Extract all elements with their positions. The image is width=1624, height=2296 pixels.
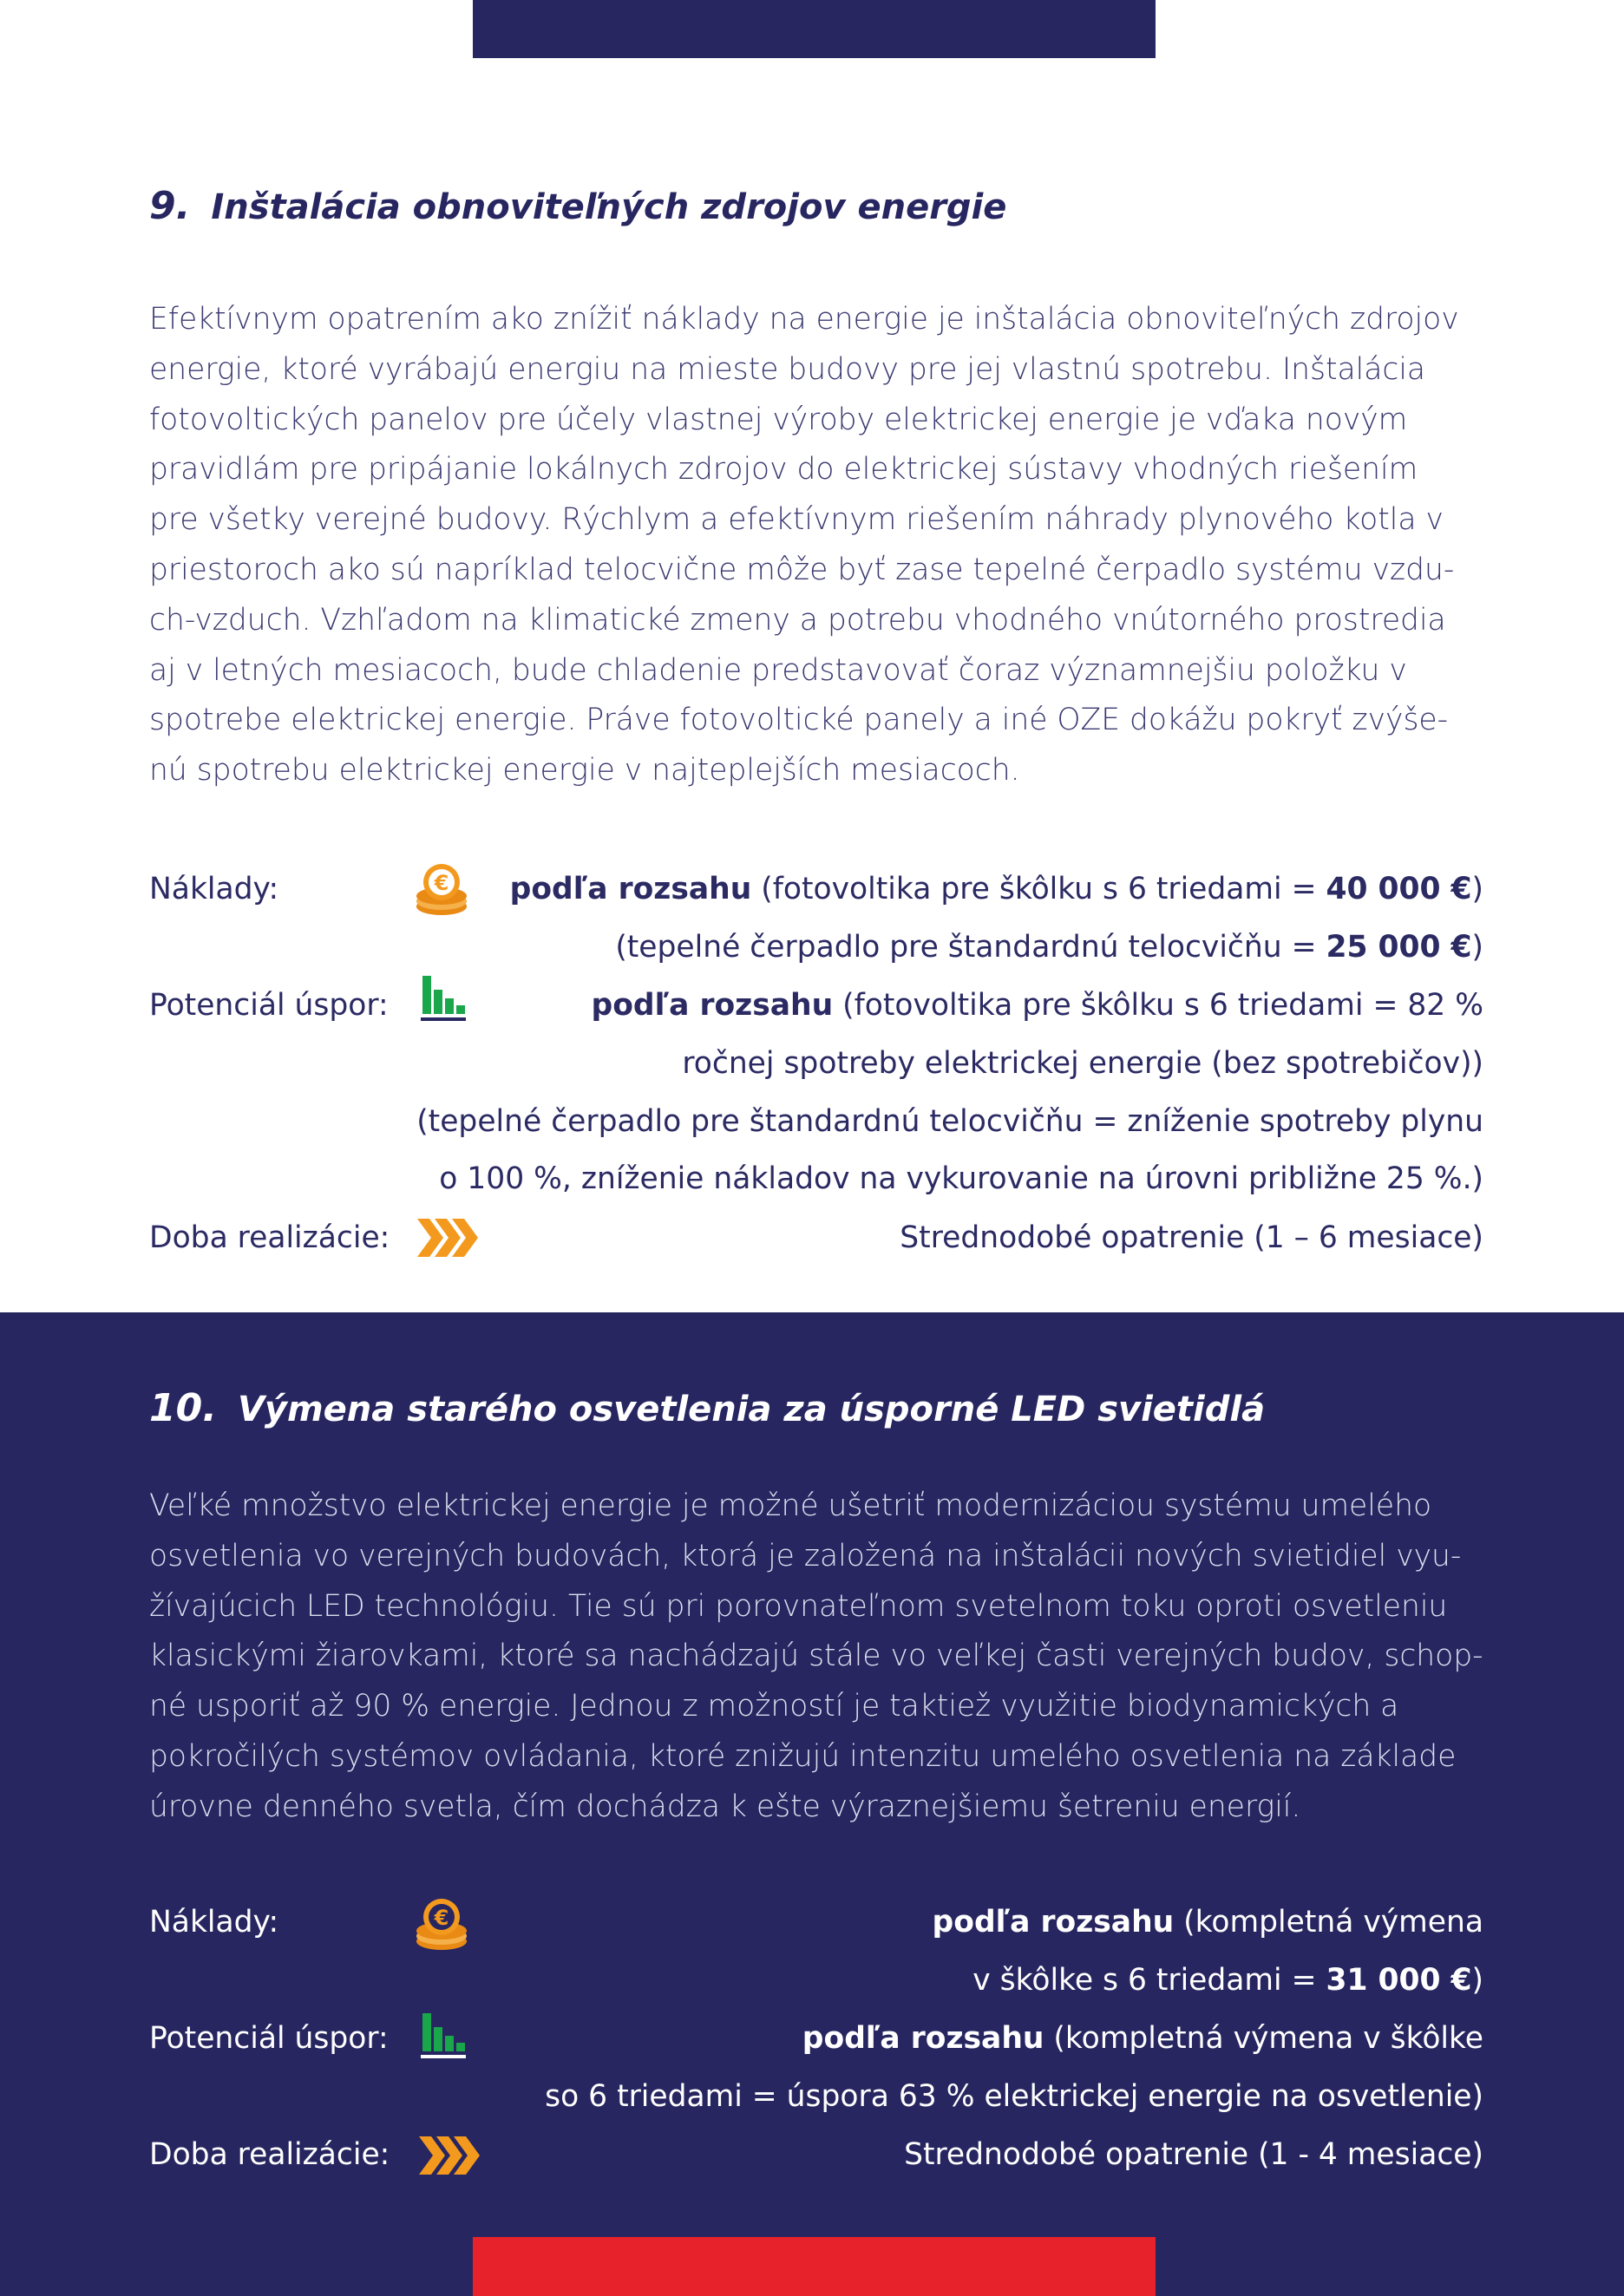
section-10-number: 10. — [149, 1386, 217, 1430]
savings-row — [149, 2011, 1483, 2066]
paragraph-line: pre všetky verejné budovy. Rýchlym a efektívnym riešením náhrady plynového kotla v — [149, 502, 1444, 538]
euro-coins-icon — [415, 1898, 468, 1952]
time-row — [149, 2127, 1483, 2182]
savings-row-4: o 100 %, zníženie nákladov na vykurovanie na úrovni približne 25 %.) — [439, 1161, 1483, 1196]
savings-value: podľa rozsahu (fotovoltika pre škôlku s 6 triedami = 82 % — [591, 988, 1483, 1023]
paragraph-line: úrovne denného svetla, čím dochádza k ešte výraznejšiemu šetreniu energií. — [149, 1789, 1301, 1824]
costs-row — [149, 1894, 1483, 1950]
savings-scope: podľa rozsahu — [802, 2021, 1044, 2056]
time-row — [149, 1210, 1483, 1266]
fast-forward-chevrons-icon — [419, 2134, 480, 2177]
time-value: Strednodobé opatrenie (1 - 4 mesiace) — [904, 2137, 1483, 2172]
section-9-heading — [149, 184, 1006, 228]
time-label: Doba realizácie: — [149, 2137, 390, 2172]
section-9-number: 9. — [149, 184, 191, 228]
costs-value: podľa rozsahu (fotovoltika pre škôlku s 6 triedami = 40 000 €) — [509, 872, 1483, 906]
savings-scope: podľa rozsahu — [591, 988, 834, 1023]
paragraph-line: pokročilých systémov ovládania, ktoré znižujú intenzitu umelého osvetlenia na základe — [149, 1738, 1457, 1774]
savings-row-2: ročnej spotreby elektrickej energie (bez spotrebičov)) — [682, 1046, 1483, 1081]
costs-label: Náklady: — [149, 872, 279, 906]
savings-value: podľa rozsahu (kompletná výmena v škôlke — [802, 2021, 1483, 2056]
time-value: Strednodobé opatrenie (1 – 6 mesiace) — [900, 1220, 1483, 1255]
costs-scope: podľa rozsahu — [509, 872, 752, 906]
savings-label: Potenciál úspor: — [149, 988, 389, 1023]
euro-coins-icon — [415, 863, 468, 917]
costs-label: Náklady: — [149, 1905, 279, 1939]
savings-row — [149, 978, 1483, 1033]
paragraph-line: klasickými žiarovkami, ktoré sa nachádzajú stále vo veľkej časti verejných budov, schop- — [149, 1639, 1483, 1674]
paragraph-line: pravidlám pre pripájanie lokálnych zdrojov do elektrickej sústavy vhodných riešením — [149, 452, 1418, 487]
costs-scope: podľa rozsahu — [932, 1905, 1175, 1939]
paragraph-line: ch-vzduch. Vzhľadom na klimatické zmeny a potrebu vhodného vnútorného prostredia — [149, 602, 1446, 638]
paragraph-line: Veľké množstvo elektrickej energie je možné ušetriť modernizáciou systému umelého — [149, 1488, 1432, 1523]
paragraph-line: osvetlenia vo verejných budovách, ktorá je založená na inštalácii nových svietidiel vyu- — [149, 1538, 1462, 1573]
paragraph-line: energie, ktoré vyrábajú energiu na mieste budovy pre jej vlastnú spotrebu. Inštalácia — [149, 351, 1426, 387]
costs-amount-2: 25 000 € — [1326, 930, 1472, 965]
section-9-paragraph — [149, 295, 1483, 796]
section-10-paragraph — [149, 1482, 1483, 1833]
costs-row-2 — [149, 1953, 1483, 2008]
paragraph-line: Efektívnym opatrením ako znížiť náklady na energie je inštalácia obnoviteľných zdrojov — [149, 302, 1459, 337]
costs-amount: 40 000 € — [1326, 872, 1472, 906]
section-9-title: Inštalácia obnoviteľných zdrojov energie — [211, 187, 1007, 227]
svg-text:€: € — [434, 1906, 449, 1930]
savings-row-3: (tepelné čerpadlo pre štandardnú telocvičňu = zníženie spotreby plynu — [416, 1104, 1483, 1139]
paragraph-line: spotrebe elektrickej energie. Práve fotovoltické panely a iné OZE dokážu pokryť zvýše- — [149, 703, 1449, 738]
costs-value-2: v škôlke s 6 triedami = 31 000 €) — [972, 1963, 1483, 1998]
time-label: Doba realizácie: — [149, 1220, 390, 1255]
costs-value: podľa rozsahu (kompletná výmena — [932, 1905, 1483, 1939]
section-10-title: Výmena starého osvetlenia za úsporné LED svietidlá — [237, 1390, 1266, 1429]
costs-value-2: (tepelné čerpadlo pre štandardnú telocvičňu = 25 000 €) — [615, 930, 1483, 965]
paragraph-line: né usporiť až 90 % energie. Jednou z možností je taktiež využitie biodynamických a — [149, 1689, 1399, 1724]
section-10 — [0, 1312, 1624, 2296]
fast-forward-chevrons-icon — [417, 1216, 478, 1259]
paragraph-line: priestoroch ako sú napríklad telocvične môže byť zase tepelné čerpadlo systému vzdu- — [149, 552, 1455, 587]
costs-row-2 — [149, 919, 1483, 975]
costs-row — [149, 861, 1483, 917]
bar-chart-icon — [419, 2011, 468, 2060]
svg-text:€: € — [434, 871, 449, 895]
paragraph-line: žívajúcich LED technológiu. Tie sú pri porovnateľnom svetelnom toku oproti osvetleniu — [149, 1588, 1448, 1624]
paragraph-line: aj v letných mesiacoch, bude chladenie predstavovať čoraz významnejšiu položku v — [149, 652, 1407, 688]
bottom-decorative-bar — [473, 2237, 1156, 2296]
costs-amount: 31 000 € — [1326, 1963, 1472, 1998]
paragraph-line: fotovoltických panelov pre účely vlastnej výroby elektrickej energie je vďaka novým — [149, 402, 1408, 437]
paragraph-line: nú spotrebu elektrickej energie v najteplejších mesiacoch. — [149, 753, 1020, 788]
savings-label: Potenciál úspor: — [149, 2021, 389, 2056]
bar-chart-icon — [419, 974, 468, 1023]
section-10-heading — [149, 1386, 1265, 1430]
savings-row-2: so 6 triedami = úspora 63 % elektrickej energie na osvetlenie) — [545, 2079, 1483, 2114]
